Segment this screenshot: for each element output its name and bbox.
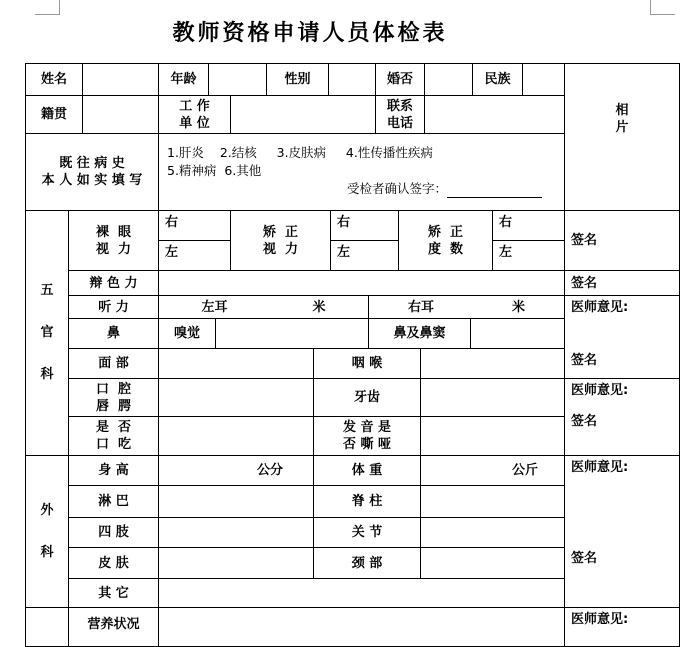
doctor-opinion-label: 医师意见: [571, 460, 629, 475]
label-corrected-vision: 矫 正 视 力 [230, 210, 331, 271]
gender-field[interactable] [328, 63, 376, 96]
label-other: 其 它 [68, 578, 159, 608]
label-limbs: 四 肢 [68, 517, 159, 548]
label-face: 面 部 [68, 348, 159, 379]
color-signature[interactable]: 签名 [564, 270, 680, 296]
naked-vision-left[interactable]: 左 [158, 240, 231, 271]
section-internal [25, 607, 69, 647]
surgery-opinion-box[interactable] [564, 455, 680, 608]
meter-unit: 米 [312, 299, 326, 315]
label-phone: 联系 电话 [375, 95, 425, 134]
label-nose: 鼻 [68, 318, 159, 349]
signature-label: 签名 [571, 353, 598, 368]
history-options-line1: 1.肝炎 2.结核 3.皮肤病 4.性传播性疾病 [167, 145, 433, 160]
section-facial: 五 官 科 [25, 210, 69, 456]
label-corrected-degree: 矫 正 度 数 [398, 210, 493, 271]
marital-field[interactable] [424, 63, 473, 96]
label-lymph: 淋 巴 [68, 485, 159, 518]
label-height: 身 高 [68, 455, 159, 486]
page-corner-mark [650, 0, 675, 15]
doctor-opinion-label: 医师意见: [571, 300, 629, 315]
page-title: 教师资格申请人员体检表 [172, 20, 448, 46]
label-age: 年龄 [158, 63, 209, 96]
skin-field[interactable] [158, 547, 314, 579]
history-options-line2: 5.精神病 6.其他 [167, 163, 262, 178]
label-ethnicity: 民族 [472, 63, 523, 96]
joints-field[interactable] [420, 517, 565, 548]
label-naked-vision: 裸 眼 视 力 [68, 210, 159, 271]
work-unit-field[interactable] [230, 95, 376, 134]
signature-label: 签名 [571, 551, 598, 566]
weight-field[interactable] [420, 455, 565, 486]
meter-unit: 米 [511, 299, 525, 315]
name-field[interactable] [82, 63, 159, 96]
photo-area: 相 片 [564, 63, 680, 211]
corrected-degree-left[interactable]: 左 [492, 240, 565, 271]
mouth-field[interactable] [158, 378, 314, 417]
medical-history-options[interactable] [158, 133, 565, 211]
label-mouth: 口 腔 唇 腭 [68, 378, 159, 417]
ethnicity-field[interactable] [522, 63, 565, 96]
label-weight: 体 重 [313, 455, 421, 486]
teeth-field[interactable] [420, 378, 565, 417]
hearing-left-field[interactable] [158, 295, 369, 319]
label-medical-history: 既 往 病 史 本 人 如 实 填 写 [25, 133, 159, 211]
confirm-signature-line[interactable] [447, 185, 542, 198]
label-teeth: 牙齿 [313, 378, 421, 417]
label-throat: 咽 喉 [313, 348, 421, 379]
smell-field[interactable] [215, 318, 369, 349]
throat-field[interactable] [420, 348, 565, 379]
age-field[interactable] [208, 63, 267, 96]
corrected-degree-right[interactable]: 右 [492, 210, 565, 241]
lymph-field[interactable] [158, 485, 314, 518]
limbs-field[interactable] [158, 517, 314, 548]
label-smell: 嗅觉 [158, 318, 216, 349]
section-surgery: 外 科 [25, 455, 69, 608]
hearing-right-field[interactable] [368, 295, 565, 319]
label-stutter: 是 否 口 吃 [68, 416, 159, 456]
other-field[interactable] [158, 578, 565, 608]
sinus-field[interactable] [470, 318, 565, 349]
ent-opinion-box[interactable] [564, 295, 680, 379]
internal-opinion-box[interactable]: 医师意见: [564, 607, 680, 647]
label-joints: 关 节 [313, 517, 421, 548]
page-corner-mark [35, 0, 60, 15]
color-vision-field[interactable] [158, 270, 565, 296]
label-marital: 婚否 [375, 63, 425, 96]
face-field[interactable] [158, 348, 314, 379]
kg-unit: 公斤 [511, 463, 538, 478]
cm-unit: 公分 [256, 463, 283, 478]
corrected-vision-left[interactable]: 左 [330, 240, 399, 271]
native-place-field[interactable] [82, 95, 159, 134]
confirm-signature-label: 受检者确认签字： [346, 181, 447, 196]
stutter-field[interactable] [158, 416, 314, 456]
phone-field[interactable] [424, 95, 565, 134]
left-ear-label: 左耳 [201, 299, 228, 315]
label-hoarse: 发 音 是 否 嘶 哑 [313, 416, 421, 456]
label-work-unit: 工 作 单 位 [158, 95, 231, 134]
label-color-vision: 辩 色 力 [68, 270, 159, 296]
label-native-place: 籍贯 [25, 95, 83, 134]
label-name: 姓名 [25, 63, 83, 96]
label-nutrition: 营养状况 [68, 607, 159, 647]
hoarse-field[interactable] [420, 416, 565, 456]
label-gender: 性别 [266, 63, 329, 96]
label-hearing: 听 力 [68, 295, 159, 319]
label-neck: 颈 部 [313, 547, 421, 579]
doctor-opinion-label: 医师意见: [571, 383, 629, 398]
height-field[interactable] [158, 455, 314, 486]
neck-field[interactable] [420, 547, 565, 579]
mouth-opinion-box[interactable] [564, 378, 680, 456]
spine-field[interactable] [420, 485, 565, 518]
signature-label: 签名 [571, 414, 598, 429]
nutrition-field[interactable] [158, 607, 565, 647]
label-spine: 脊 柱 [313, 485, 421, 518]
vision-signature[interactable]: 签名 [564, 210, 680, 271]
naked-vision-right[interactable]: 右 [158, 210, 231, 241]
label-sinus: 鼻及鼻窦 [368, 318, 471, 349]
corrected-vision-right[interactable]: 右 [330, 210, 399, 241]
label-skin: 皮 肤 [68, 547, 159, 579]
right-ear-label: 右耳 [407, 299, 434, 315]
